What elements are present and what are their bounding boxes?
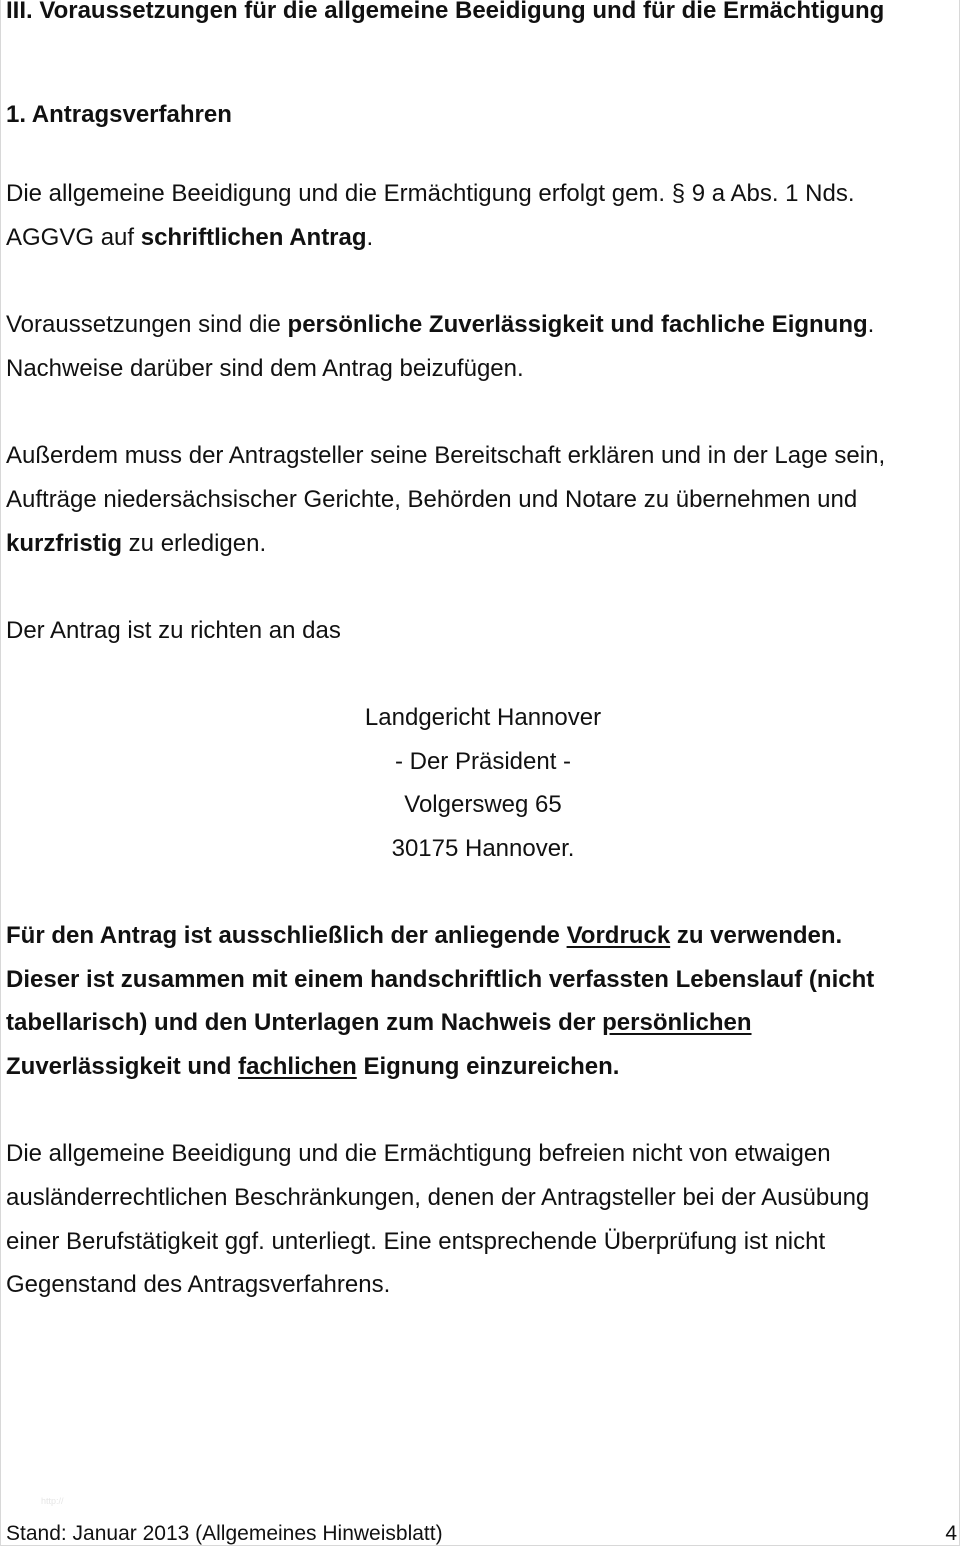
footer-text: Stand: Januar 2013 (Allgemeines Hinweisblatt)	[6, 1522, 443, 1545]
address-line-1: Landgericht Hannover	[364, 704, 602, 731]
section-title: III. Voraussetzungen für die allgemeine Beeidigung und für die Ermächtigung	[6, 0, 885, 24]
address-line-2: - Der Präsident -	[394, 748, 572, 775]
paragraph-5-line-2: Dieser ist zusammen mit einem handschriftlich verfassten Lebenslauf (nicht	[6, 966, 875, 993]
paragraph-3-line-3: kurzfristig zu erledigen.	[6, 530, 267, 557]
address-line-4: 30175 Hannover.	[391, 835, 575, 862]
paragraph-6-line-4: Gegenstand des Antragsverfahrens.	[6, 1271, 391, 1298]
paragraph-6-line-3: einer Berufstätigkeit ggf. unterliegt. Eine entsprechende Überprüfung ist nicht	[6, 1228, 826, 1255]
paragraph-2-line-2: Nachweise darüber sind dem Antrag beizufügen.	[6, 355, 524, 382]
paragraph-1-line-2: AGGVG auf schriftlichen Antrag.	[6, 224, 374, 251]
subsection-title: 1. Antragsverfahren	[6, 101, 232, 128]
paragraph-6-line-1: Die allgemeine Beeidigung und die Ermächtigung befreien nicht von etwaigen	[6, 1140, 831, 1167]
paragraph-3-line-1: Außerdem muss der Antragsteller seine Bereitschaft erklären und in der Lage sein,	[6, 442, 886, 469]
paragraph-5-line-4: Zuverlässigkeit und fachlichen Eignung einzureichen.	[6, 1053, 620, 1080]
paragraph-4: Der Antrag ist zu richten an das	[6, 617, 341, 644]
page-number: 4	[945, 1522, 957, 1545]
paragraph-3-line-2: Aufträge niedersächsischer Gerichte, Behörden und Notare zu übernehmen und	[6, 486, 858, 513]
paragraph-5-line-1: Für den Antrag ist ausschließlich der anliegende Vordruck zu verwenden.	[6, 922, 843, 949]
faint-watermark: http://	[41, 1496, 64, 1506]
address-line-3: Volgersweg 65	[404, 791, 562, 818]
paragraph-1-line-1: Die allgemeine Beeidigung und die Ermächtigung erfolgt gem. § 9 a Abs. 1 Nds.	[6, 180, 855, 207]
paragraph-2-line-1: Voraussetzungen sind die persönliche Zuverlässigkeit und fachliche Eignung.	[6, 311, 875, 338]
paragraph-5-line-3: tabellarisch) und den Unterlagen zum Nachweis der persönlichen	[6, 1009, 752, 1036]
paragraph-6-line-2: ausländerrechtlichen Beschränkungen, denen der Antragsteller bei der Ausübung	[6, 1184, 870, 1211]
